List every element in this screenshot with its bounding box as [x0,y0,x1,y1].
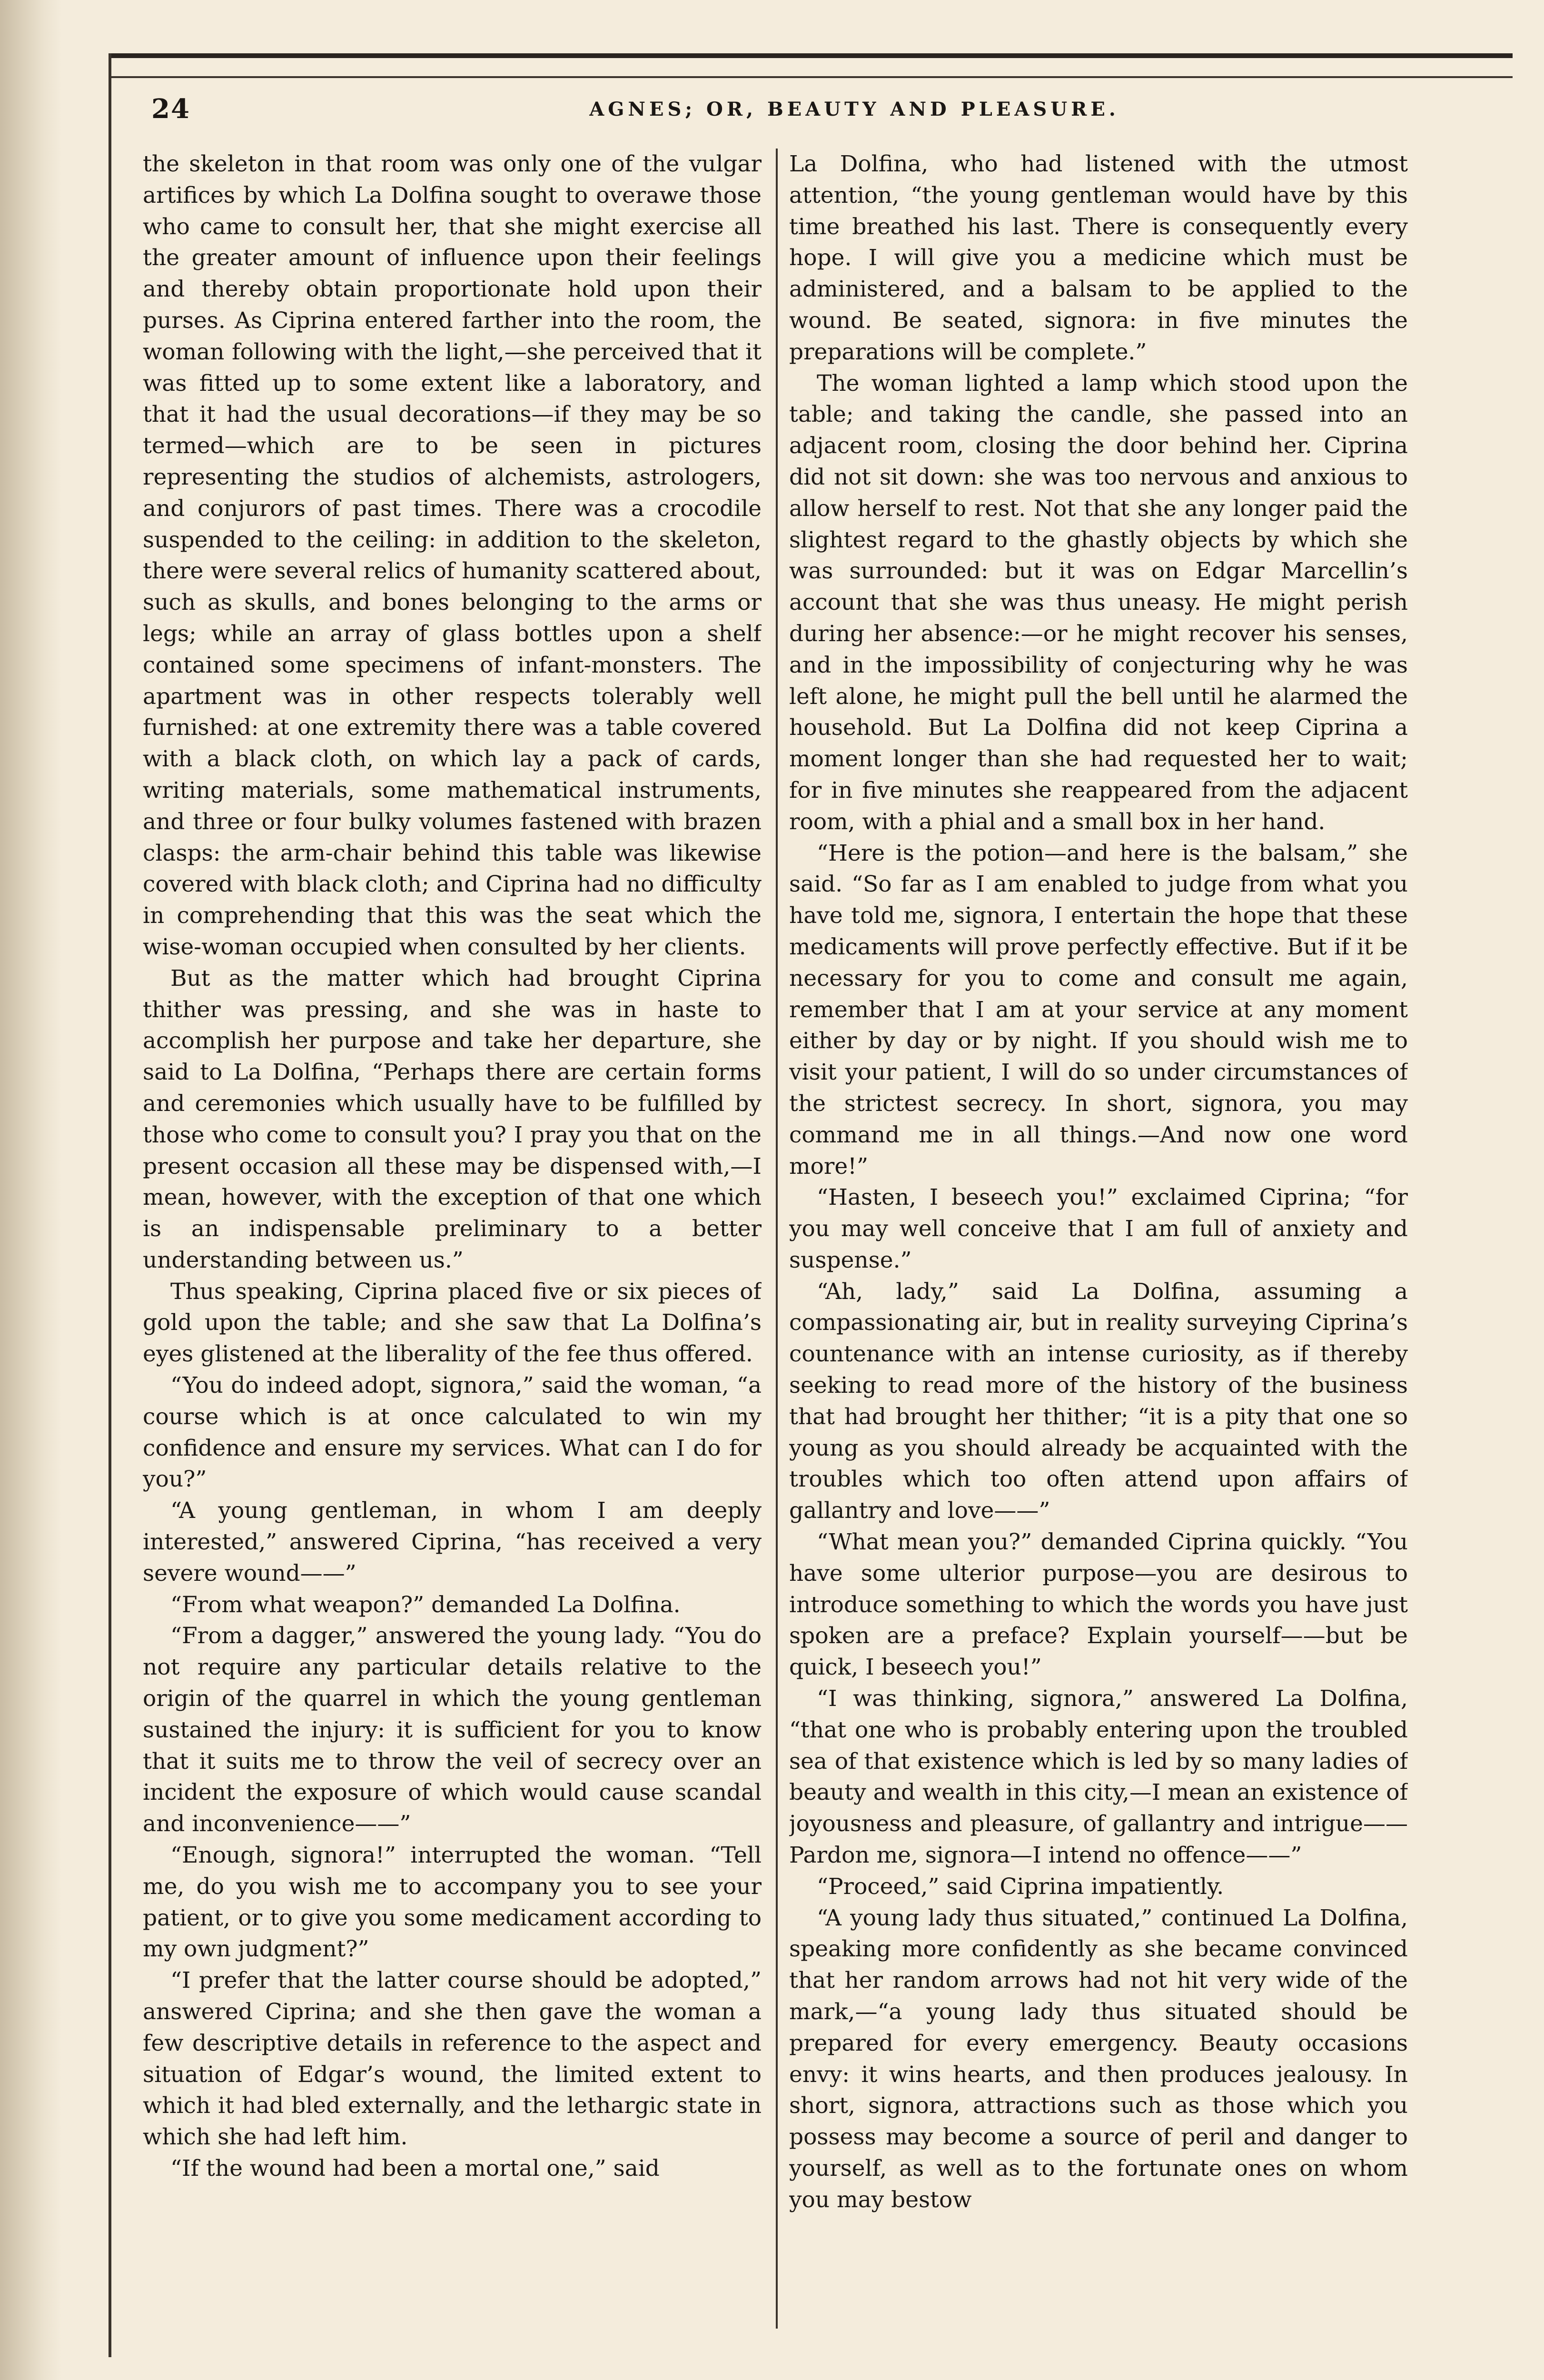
paragraph: But as the matter which had brought Ciprina thither was pressing, and she was in haste to accomplish her purpose and take her departure, she said to La Dolfina, “Perhaps there are certain forms and ceremonies which usually have to be fulfilled by those who come to consult you? I pray you that on the present occasion all these may be dispensed with,—I mean, however, with the exception of that one which is an indispensable preliminary to a better understanding between us.” [143,965,762,1273]
paragraph: “I prefer that the latter course should be adopted,” answered Ciprina; and she then gave the woman a few descriptive details in reference to the aspect and situation of Edgar’s wound, the limited extent to which it had bled externally, and the lethargic state in which she had left him. [143,1967,762,2151]
column-divider [776,149,778,2329]
paragraph: “Hasten, I beseech you!” exclaimed Ciprina; “for you may well conceive that I am full of anxiety and suspense.” [789,1184,1408,1273]
paragraph: The woman lighted a lamp which stood upon the table; and taking the candle, she passed into an adjacent room, closing the door behind her. Ciprina did not sit down: she was too nervous and anxious to allow herself to rest. Not that she any longer paid the slightest regard to the ghastly objects by which she was surrounded: but it was on Edgar Marcellin’s account that she was thus uneasy. He might perish during her absence:—or he might recover his senses, and in the impossibility of conjecturing why he was left alone, he might pull the bell until he alarmed the household. But La Dolfina did not keep Ciprina a moment longer than she had requested her to wait; for in five minutes she reappeared from the adjacent room, with a phial and a small box in her hand. [789,370,1408,835]
left-column [143,149,762,2348]
page-gutter-shadow [0,0,62,2380]
paragraph: “What mean you?” demanded Ciprina quickly. “You have some ulterior purpose—you are desirous to introduce something to which the words you have just spoken are a preface? Explain yourself——but be quick, I beseech you!” [789,1529,1408,1681]
paragraph: “From what weapon?” demanded La Dolfina. [170,1591,681,1618]
paragraph: “From a dagger,” answered the young lady. “You do not require any particular details relative to the origin of the quarrel in which the young gentleman sustained the injury: it is sufficient for you to know that it suits me to throw the veil of secrecy over an incident the exposure of which would cause scandal and inconvenience——” [143,1623,762,1837]
paragraph: “Here is the potion—and here is the balsam,” she said. “So far as I am enabled to judge from what you have told me, signora, I entertain the hope that these medicaments will prove perfectly effective. But if it be necessary for you to come and consult me again, remember that I am at your service at any moment either by day or by night. If you should wish me to visit your patient, I will do so under circumstances of the strictest secrecy. In short, signora, you may command me in all things.—And now one word more!” [789,840,1408,1180]
paragraph: “If the wound had been a mortal one,” said [170,2155,660,2182]
paragraph: “A young gentleman, in whom I am deeply interested,” answered Ciprina, “has received a very severe wound——” [143,1497,762,1587]
paragraph: Thus speaking, Ciprina placed five or six pieces of gold upon the table; and she saw that La Dolfina’s eyes glistened at the liberality of the fee thus offered. [143,1278,762,1368]
paragraph: “Enough, signora!” interrupted the woman. “Tell me, do you wish me to accompany you to see your patient, or to give you some medicament according to my own judgment?” [143,1842,762,1963]
paragraph: “A young lady thus situated,” continued La Dolfina, speaking more confidently as she became convinced that her random arrows had not hit very wide of the mark,—“a young lady thus situated should be prepared for every emergency. Beauty occasions envy: it wins hearts, and then produces jealousy. In short, signora, attractions such as those which you possess may become a source of peril and danger to yourself, as well as to the fortunate ones on whom you may bestow [789,1904,1408,2213]
right-column [789,149,1408,2348]
paragraph: “I was thinking, signora,” answered La Dolfina, “that one who is probably entering upon the troubled sea of that existence which is led by so many ladies of beauty and wealth in this city,—I mean an existence of joyousness and pleasure, of gallantry and intrigue——Pardon me, signora—I intend no offence——” [789,1686,1408,1869]
top-rule [109,53,1513,58]
running-head: AGNES; OR, BEAUTY AND PLEASURE. [589,98,1119,120]
page-number: 24 [151,93,190,125]
top-rule-thin [109,76,1513,78]
paragraph: La Dolfina, who had listened with the utmost attention, “the young gentleman would have by this time breathed his last. There is consequently every hope. I will give you a medicine which must be administered, and a balsam to be applied to the wound. Be seated, signora: in five minutes the preparations will be complete.” [789,151,1408,365]
paragraph: the skeleton in that room was only one of the vulgar artifices by which La Dolfina sought to overawe those who came to consult her, that she might exercise all the greater amount of influence upon their feelings and thereby obtain proportionate hold upon their purses. As Ciprina entered farther into the room, the woman following with the light,—she perceived that it was fitted up to some extent like a laboratory, and that it had the usual decorations—if they may be so termed—which are to be seen in pictures representing the studios of alchemists, astrologers, and conjurors of past times. There was a crocodile suspended to the ceiling: in addition to the skeleton, there were several relics of humanity scattered about, such as skulls, and bones belonging to the arms or legs; while an array of glass bottles upon a shelf contained some specimens of infant-monsters. The apartment was in other respects tolerably well furnished: at one extremity there was a table covered with a black cloth, on which lay a pack of cards, writing materials, some mathematical instruments, and three or four bulky volumes fastened with brazen clasps: the arm-chair behind this table was likewise covered with black cloth; and Ciprina had no difficulty in comprehending that this was the seat which the wise-woman occupied when consulted by her clients. [143,151,762,960]
paragraph: “Proceed,” said Ciprina impatiently. [817,1873,1224,1900]
paragraph: “You do indeed adopt, signora,” said the woman, “a course which is at once calculated to win my confidence and ensure my services. What can I do for you?” [143,1372,762,1493]
paragraph: “Ah, lady,” said La Dolfina, assuming a compassionating air, but in reality surveying Ciprina’s countenance with an intense curiosity, as if thereby seeking to read more of the history of the business that had brought her thither; “it is a pity that one so young as you should already be acquainted with the troubles which too often attend upon affairs of gallantry and love——” [789,1278,1408,1524]
page-header [143,93,1423,131]
left-border-rule [109,53,111,2357]
